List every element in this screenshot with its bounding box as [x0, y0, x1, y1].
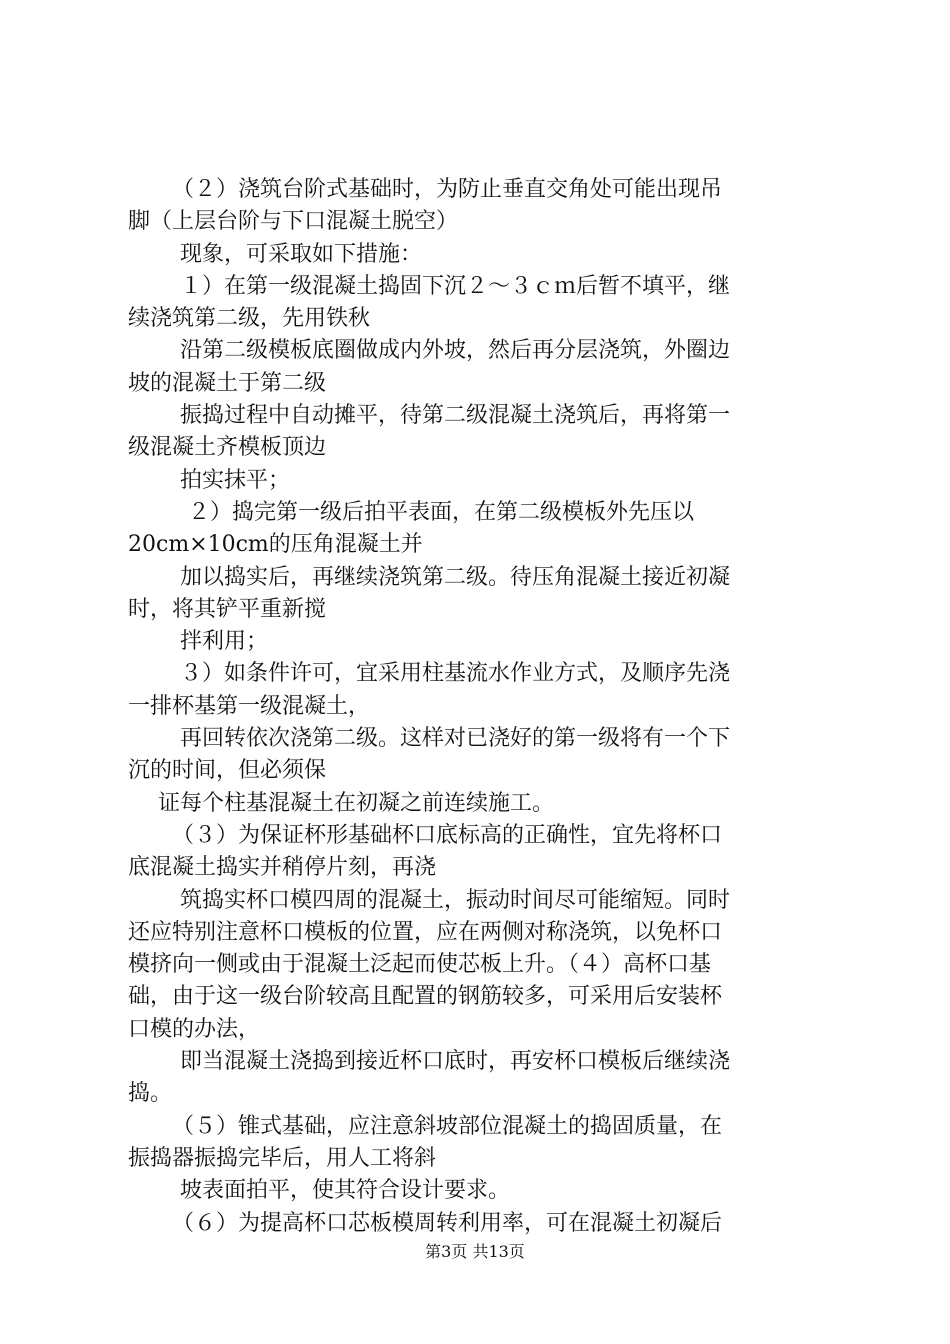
text-line: 础，由于这一级台阶较高且配置的钢筋较多，可采用后安装杯	[128, 984, 723, 1010]
text-line: 证每个柱基混凝土在初凝之前连续施工。	[158, 790, 555, 816]
text-line: 模挤向一侧或由于混凝土泛起而使芯板上升。（４）高杯口基	[128, 952, 712, 978]
page-number-footer: 第3页 共13页	[425, 1242, 525, 1261]
text-line: 沉的时间，但必须保	[128, 758, 327, 784]
text-line: 现象，可采取如下措施：	[180, 241, 423, 267]
body-text	[128, 174, 833, 1240]
text-line: 20cm×10cm的压角混凝土并	[128, 532, 423, 558]
text-line: 振捣过程中自动摊平，待第二级混凝土浇筑后，再将第一	[180, 403, 731, 429]
text-line: 拌利用；	[180, 629, 269, 655]
text-line: 级混凝土齐模板顶边	[128, 435, 327, 461]
text-line: 筑捣实杯口模四周的混凝土，振动时间尽可能缩短。同时	[180, 887, 731, 913]
text-line: 续浇筑第二级，先用铁秋	[128, 306, 371, 332]
text-line: ３）如条件许可，宜采用柱基流水作业方式，及顺序先浇	[180, 661, 731, 687]
text-line: 坡表面拍平，使其符合设计要求。	[180, 1178, 511, 1204]
text-line: （３）为保证杯形基础杯口底标高的正确性，宜先将杯口	[172, 822, 723, 848]
text-line: 振捣器振捣完毕后，用人工将斜	[128, 1145, 437, 1171]
text-line: 沿第二级模板底圈做成内外坡，然后再分层浇筑，外圈边	[180, 338, 731, 364]
text-line: （５）锥式基础，应注意斜坡部位混凝土的捣固质量，在	[172, 1113, 723, 1139]
text-line: 口模的办法，	[128, 1016, 261, 1042]
text-line: 时，将其铲平重新搅	[128, 596, 327, 622]
text-line: （６）为提高杯口芯板模周转利用率，可在混凝土初凝后	[172, 1210, 723, 1236]
text-line: 一排杯基第一级混凝土，	[128, 693, 371, 719]
text-line: ２）捣完第一级后拍平表面，在第二级模板外先压以	[188, 499, 695, 525]
text-line: 还应特别注意杯口模板的位置，应在两侧对称浇筑，以免杯口	[128, 919, 723, 945]
text-line: 坡的混凝土于第二级	[128, 370, 327, 396]
text-line: 脚（上层台阶与下口混凝土脱空）	[128, 209, 459, 235]
text-line: 加以捣实后，再继续浇筑第二级。待压角混凝土接近初凝	[180, 564, 731, 590]
text-line: 即当混凝土浇捣到接近杯口底时，再安杯口模板后继续浇	[180, 1049, 731, 1075]
text-line: 再回转依次浇第二级。这样对已浇好的第一级将有一个下	[180, 726, 731, 752]
text-line: １）在第一级混凝土捣固下沉２～３ｃｍ后暂不填平，继	[180, 273, 731, 299]
text-line: 拍实抹平；	[180, 467, 291, 493]
text-line: 底混凝土捣实并稍停片刻，再浇	[128, 855, 437, 881]
text-line: 捣。	[128, 1081, 173, 1107]
text-line: （２）浇筑台阶式基础时，为防止垂直交角处可能出现吊	[172, 177, 723, 202]
